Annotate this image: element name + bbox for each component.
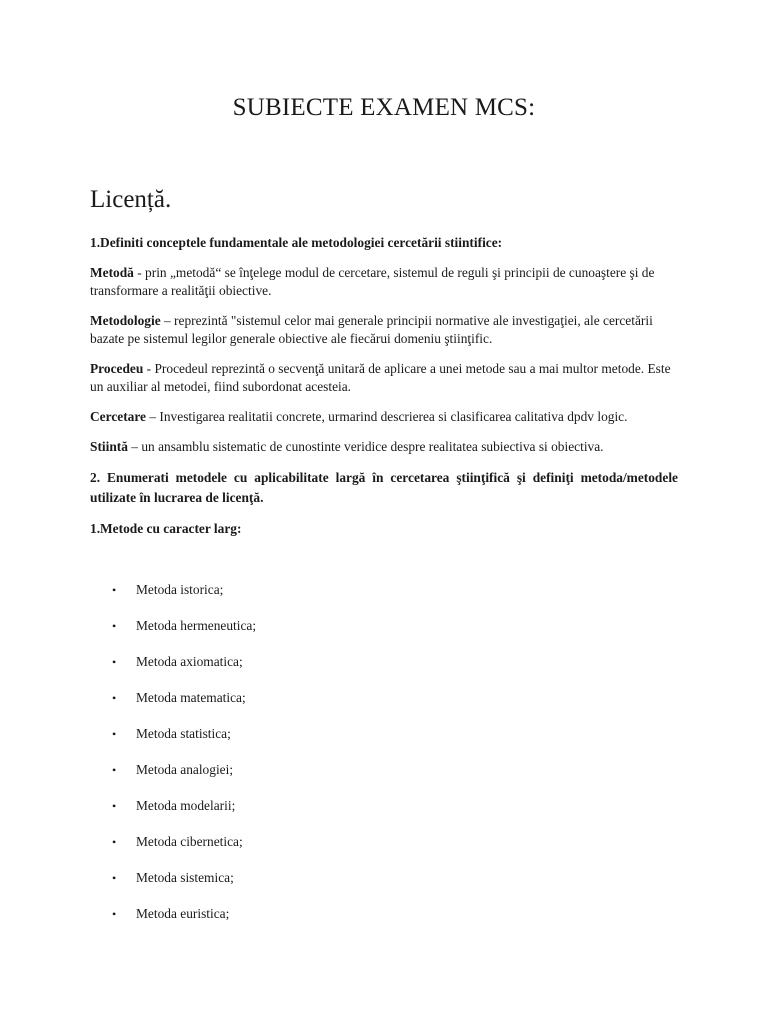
list-item-label: Metoda modelarii; — [136, 798, 236, 813]
definition-term: Metodologie — [90, 313, 161, 328]
bullet-icon: • — [112, 727, 117, 741]
definition-text: reprezintă "sistemul celor mai generale principii normative ale investigaţiei, ale cercetării bazate pe sistemul legilor generale obiective ale fiecărui domeniu ştiinţific. — [90, 313, 653, 346]
list-item-label: Metoda euristica; — [136, 906, 230, 921]
definition-stiinta — [90, 438, 678, 456]
list-item-label: Metoda sistemica; — [136, 870, 234, 885]
definition-text: Investigarea realitatii concrete, urmarind descrierea si clasificarea calitativa dpdv logic. — [159, 409, 628, 424]
list-item-label: Metoda istorica; — [136, 582, 224, 597]
list-item — [112, 616, 256, 652]
definition-term: Cercetare — [90, 409, 147, 424]
list-item-label: Metoda hermeneutica; — [136, 618, 257, 633]
list-item — [112, 724, 256, 760]
document-title: SUBIECTE EXAMEN MCS: — [232, 94, 536, 121]
bullet-icon: • — [112, 655, 117, 669]
list-item-label: Metoda matematica; — [136, 690, 246, 705]
definition-term: Procedeu — [90, 361, 144, 376]
list-item — [112, 760, 256, 796]
bullet-icon: • — [112, 871, 117, 885]
definition-separator: – — [146, 409, 160, 424]
list-item — [112, 652, 256, 688]
definition-term: Metodă — [90, 265, 134, 280]
definition-separator: – — [127, 439, 142, 454]
section-heading: Licență. — [90, 186, 172, 213]
definition-separator: – — [160, 313, 175, 328]
definition-cercetare — [90, 408, 678, 426]
methods-list-heading: 1.Metode cu caracter larg: — [90, 521, 242, 536]
definition-text: un ansamblu sistematic de cunostinte veridice despre realitatea subiectiva si obiectiva. — [141, 439, 604, 454]
list-item — [112, 832, 256, 868]
list-item — [112, 904, 256, 940]
definition-separator: - — [133, 265, 146, 280]
document-body — [90, 234, 678, 550]
definition-metodologie — [90, 312, 678, 348]
methods-list — [112, 580, 256, 940]
list-item-label: Metoda analogiei; — [136, 762, 234, 777]
bullet-icon: • — [112, 583, 117, 597]
list-item — [112, 688, 256, 724]
list-item-label: Metoda cibernetica; — [136, 834, 243, 849]
definition-text: Procedeul reprezintă o secvenţă unitară de aplicare a unei metode sau a mai multor metode. Este un auxiliar al metodei, fiind subordonat acesteia. — [90, 361, 671, 394]
question-2-heading: 2. Enumerati metodele cu aplicabilitate largă în cercetarea ştiinţifică şi definiţi metoda/metodele utilizate în lucrarea de licenţă. — [90, 470, 678, 505]
list-item-label: Metoda axiomatica; — [136, 654, 243, 669]
definition-procedeu — [90, 360, 678, 396]
bullet-icon: • — [112, 763, 117, 777]
bullet-icon: • — [112, 691, 117, 705]
bullet-icon: • — [112, 799, 117, 813]
list-item — [112, 580, 256, 616]
definition-separator: - — [143, 361, 155, 376]
bullet-icon: • — [112, 619, 117, 633]
question-1-heading: 1.Definiti conceptele fundamentale ale metodologiei cercetării stiintifice: — [90, 235, 503, 250]
definition-term: Stiintă — [90, 439, 128, 454]
definition-text: prin „metodă“ se înţelege modul de cercetare, sistemul de reguli şi principii de cunoaştere şi de transformare a realităţii obiective. — [90, 265, 655, 298]
list-item — [112, 796, 256, 832]
bullet-icon: • — [112, 907, 117, 921]
definition-metoda — [90, 264, 678, 300]
list-item — [112, 868, 256, 904]
bullet-icon: • — [112, 835, 117, 849]
list-item-label: Metoda statistica; — [136, 726, 231, 741]
